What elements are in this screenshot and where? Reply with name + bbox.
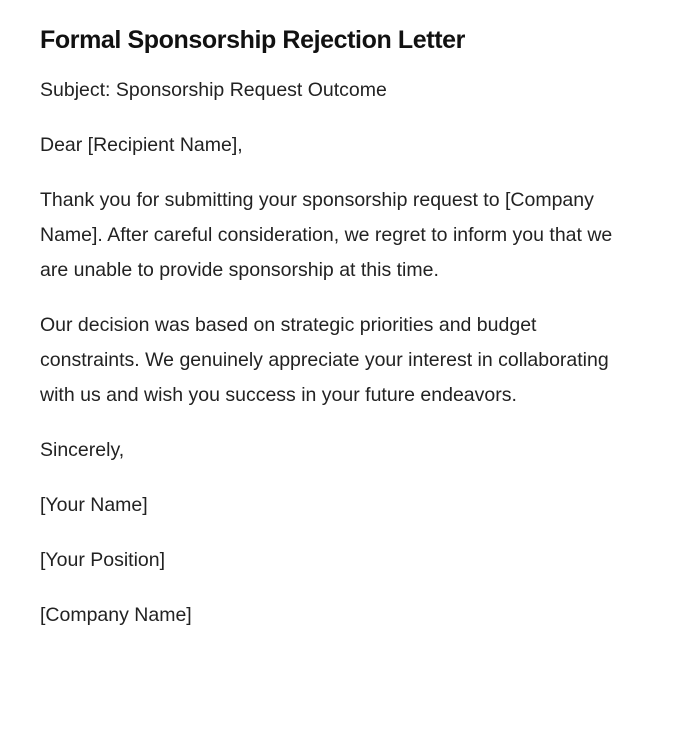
closing: Sincerely, [40,439,125,461]
body-paragraph-1: Thank you for submitting your sponsorship request to [Company Name]. After careful consideration, we regret to inform you that we are unable to provide sponsorship at this time. [40,189,613,281]
signature-company: [Company Name] [40,604,192,626]
body-paragraph-2: Our decision was based on strategic priorities and budget constraints. We genuinely appreciate your interest in collaborating with us and wish you success in your future endeavors. [40,314,609,406]
signature-name: [Your Name] [40,494,148,516]
greeting: Dear [Recipient Name], [40,134,243,156]
subject-line: Subject: Sponsorship Request Outcome [40,79,387,101]
signature-position: [Your Position] [40,549,166,571]
letter-title: Formal Sponsorship Rejection Letter [40,26,465,54]
